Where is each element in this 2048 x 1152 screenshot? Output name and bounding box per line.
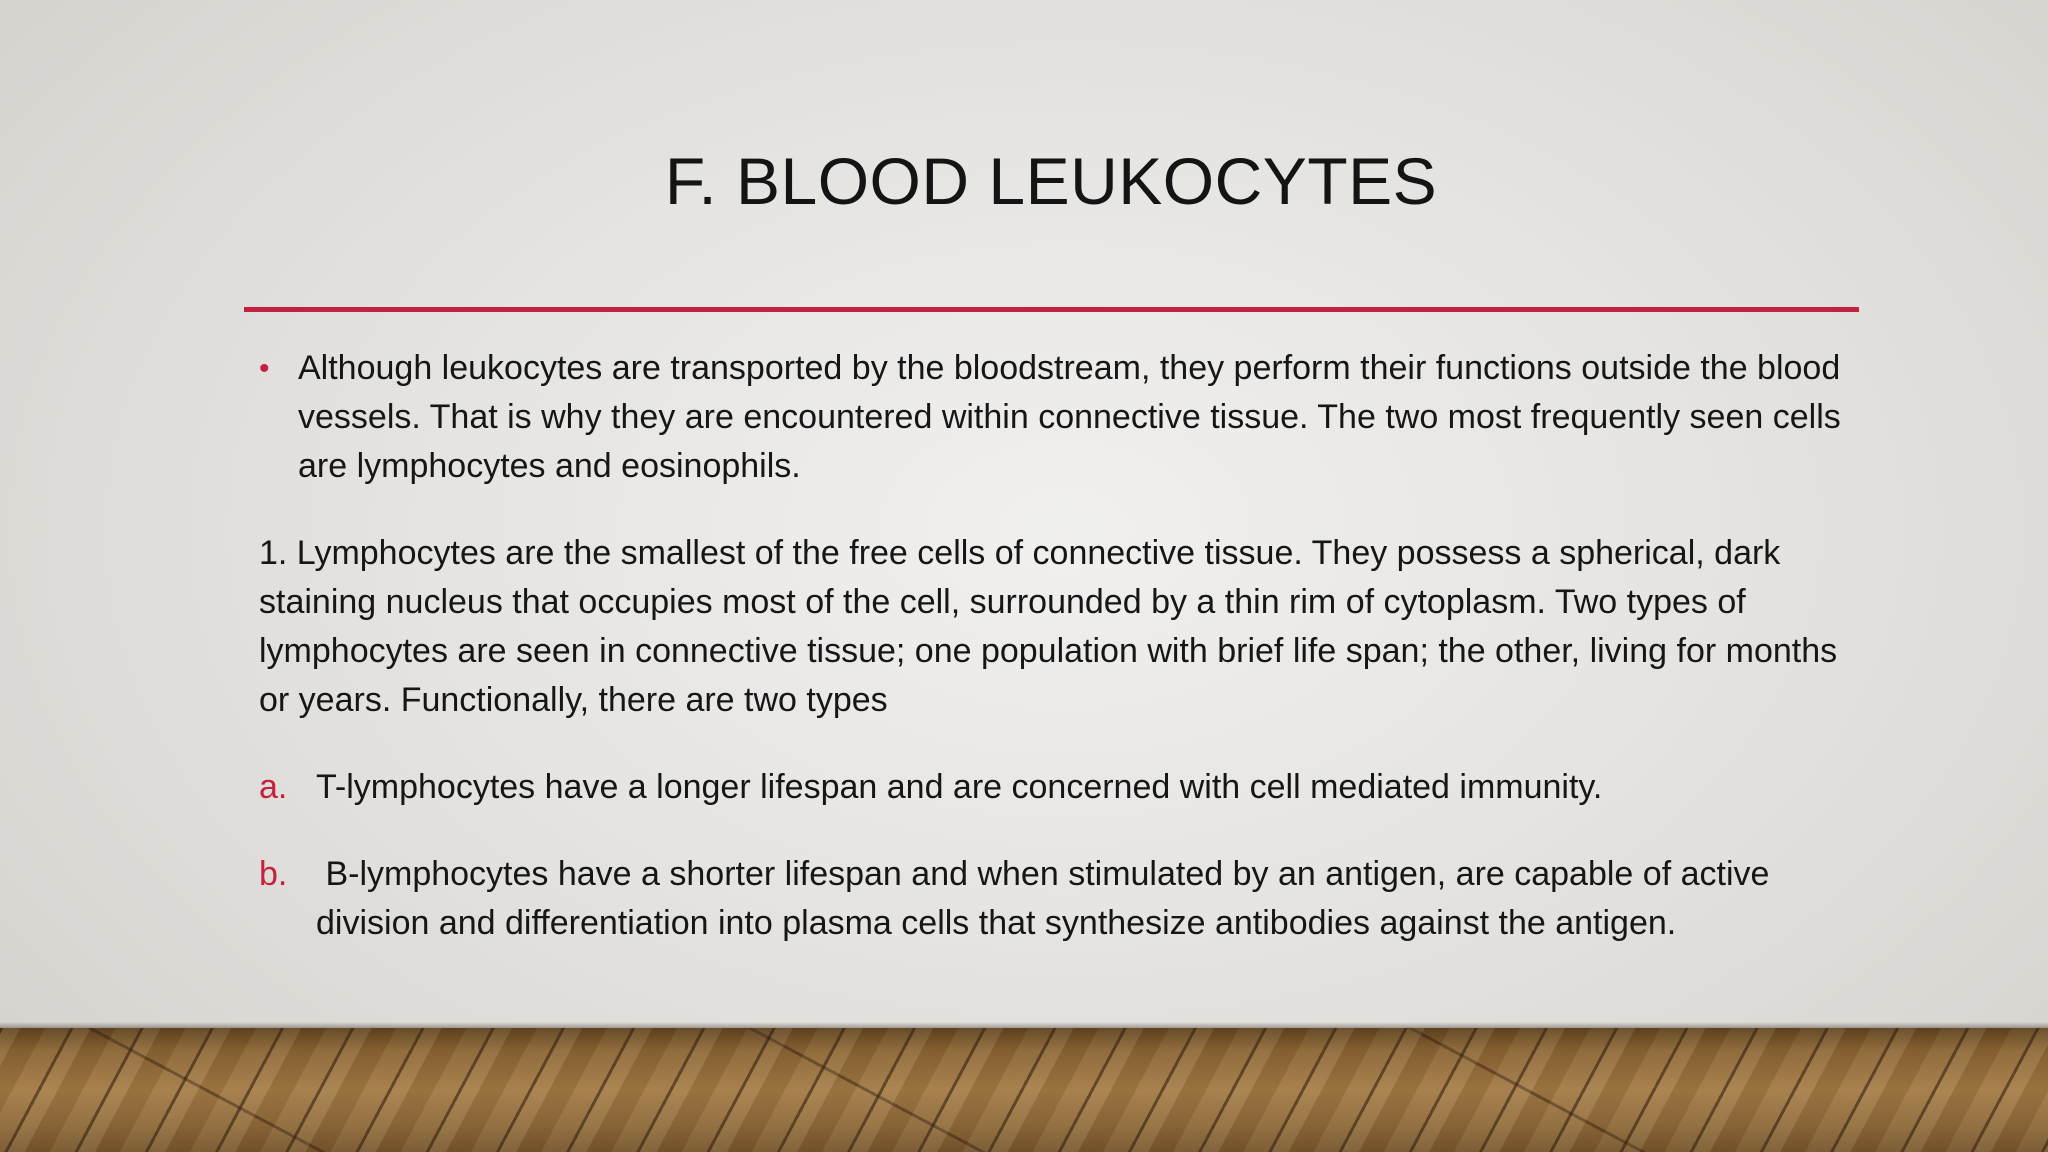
sub-item-b-text: B-lymphocytes have a shorter lifespan and when stimulated by an antigen, are capable of active division and differentiation into plasma cells that synthesize antibodies against the antigen. [316,855,1779,942]
lymphocytes-paragraph: 1. Lymphocytes are the smallest of the free cells of connective tissue. They possess a spherical, dark staining nucleus that occupies most of the cell, surrounded by a thin rim of cytoplasm. Two types of lymphocytes are seen in connective tissue; one population with brief life span; the other, living for months or years. Functionally, there are two types [259,534,1838,719]
sub-item-a-marker: a. [259,768,288,806]
slide-title: F. BLOOD LEUKOCYTES [664,144,1438,218]
sub-item-a [259,763,1859,812]
wood-floor-decoration [0,1028,2048,1152]
title-divider [244,307,1859,312]
bullet-marker: • [259,352,270,385]
bullet-item [259,344,1859,491]
sub-item-a-text: T-lymphocytes have a longer lifespan and are concerned with cell mediated immunity. [316,768,1603,806]
bullet-text: Although leukocytes are transported by the bloodstream, they perform their functions outside the blood vessels. That is why they are encountered within connective tissue. The two most frequently seen cells are lymphocytes and eosinophils. [298,349,1841,485]
sub-item-b-marker: b. [259,855,288,893]
sub-item-b [259,850,1859,948]
slide-body [259,344,1859,986]
